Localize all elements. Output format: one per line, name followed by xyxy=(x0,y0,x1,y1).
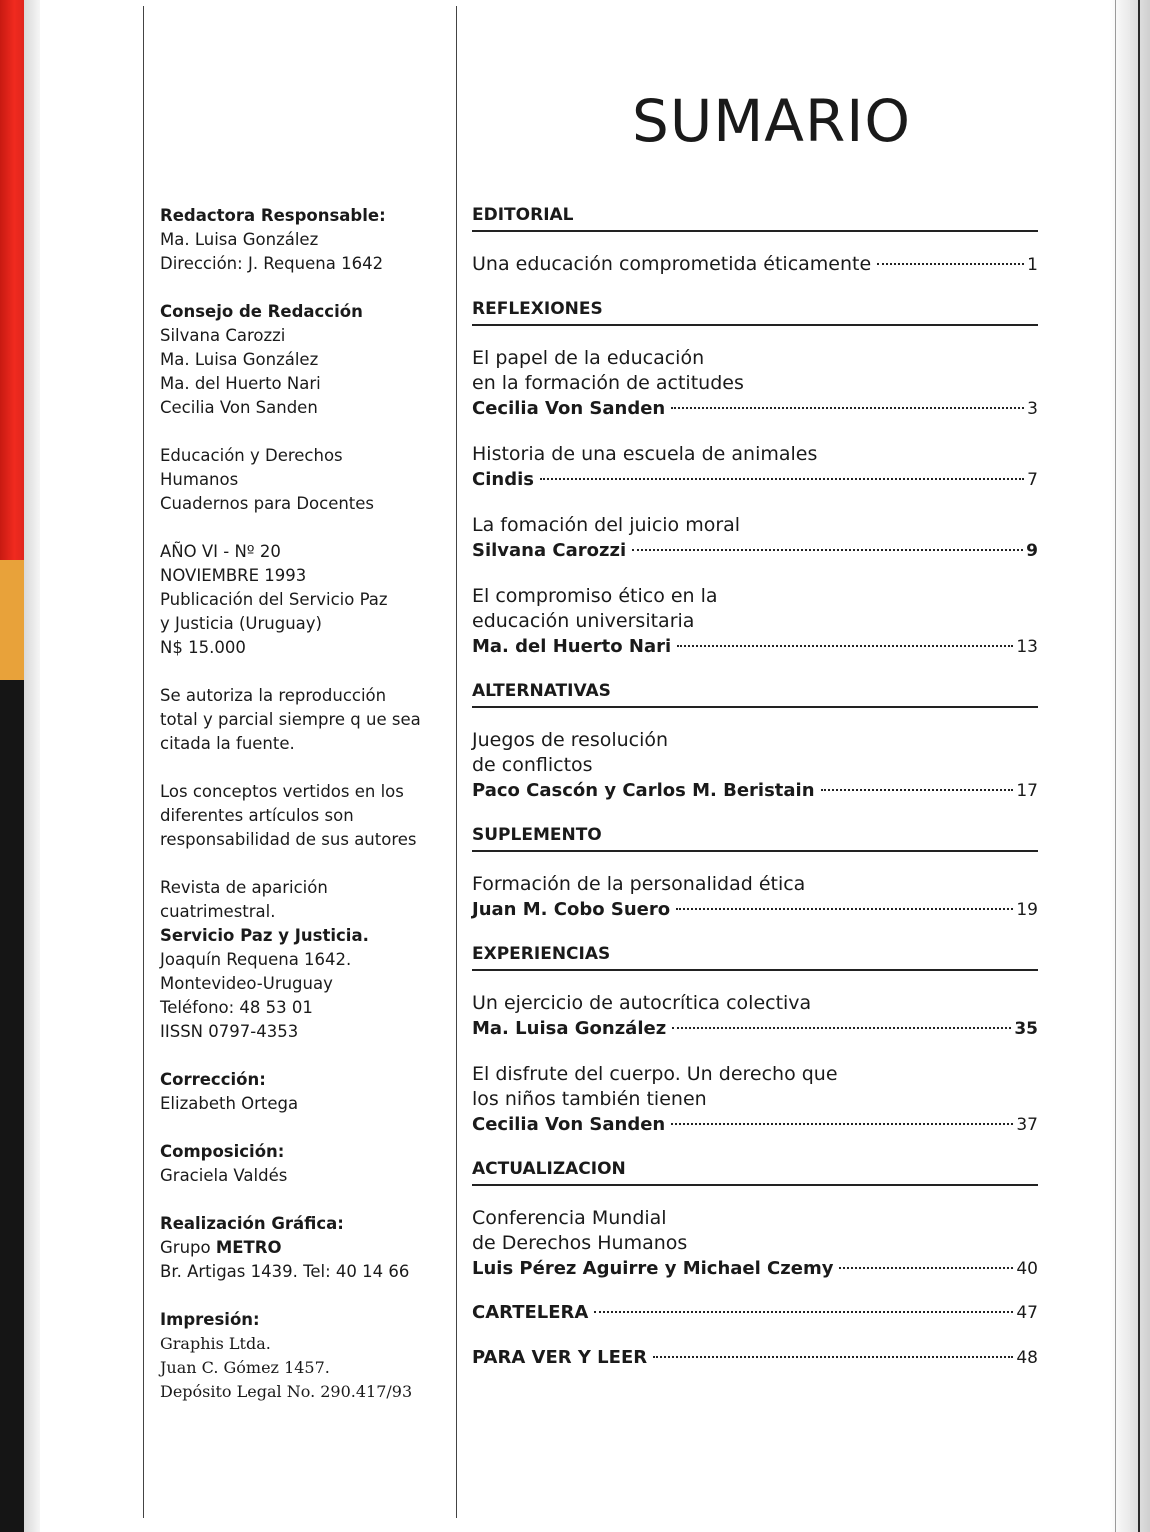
credits-block xyxy=(160,540,450,660)
page-number: 7 xyxy=(1027,470,1038,490)
toc-entry xyxy=(472,991,1038,1042)
credits-line: IISSN 0797-4353 xyxy=(160,1022,299,1041)
credits-line: y Justicia (Uruguay) xyxy=(160,614,322,633)
credits-line: AÑO VI - Nº 20 xyxy=(160,542,281,561)
credits-column xyxy=(160,204,450,1428)
dot-leader xyxy=(671,1123,1013,1125)
section-heading: EDITORIAL xyxy=(472,204,1038,232)
toc-entry-title: Conferencia Mundial xyxy=(472,1207,667,1229)
dot-leader xyxy=(653,1356,1013,1358)
toc-row xyxy=(472,778,1038,804)
page-edge-line xyxy=(1138,0,1140,1532)
page-number: 19 xyxy=(1016,900,1038,920)
credits-block xyxy=(160,1068,450,1116)
page-number: 35 xyxy=(1014,1019,1038,1039)
credits-line: Se autoriza la reproducción xyxy=(160,686,387,705)
toc-entry-title: Formación de la personalidad ética xyxy=(472,873,806,895)
section-rule xyxy=(472,706,1038,708)
credits-line: Graphis Ltda. xyxy=(160,1334,271,1353)
page-number: 48 xyxy=(1016,1348,1038,1368)
toc-entry-title: Juegos de resolución xyxy=(472,729,669,751)
toc-entry xyxy=(472,872,1038,923)
section-heading: PARA VER Y LEER xyxy=(472,1347,648,1368)
section-heading: ACTUALIZACION xyxy=(472,1158,1038,1186)
toc-author: Juan M. Cobo Suero xyxy=(472,899,671,920)
toc-entry-title: El compromiso ético en la xyxy=(472,585,718,607)
toc-row xyxy=(472,538,1038,564)
credits-line: Grupo METRO xyxy=(160,1238,282,1257)
credits-line: N$ 15.000 xyxy=(160,638,246,657)
toc-row xyxy=(472,634,1038,660)
credits-block xyxy=(160,780,450,852)
page-number: 3 xyxy=(1027,399,1038,419)
credits-heading: Corrección: xyxy=(160,1070,266,1089)
dot-leader xyxy=(672,1027,1011,1029)
toc-entry-title: de Derechos Humanos xyxy=(472,1232,688,1254)
toc-row xyxy=(472,1016,1038,1042)
credits-heading: Consejo de Redacción xyxy=(160,302,363,321)
dot-leader xyxy=(594,1311,1013,1313)
credits-line: Cecilia Von Sanden xyxy=(160,398,318,417)
toc-entry-title: El papel de la educación xyxy=(472,347,705,369)
credits-line: Revista de aparición xyxy=(160,878,328,897)
credits-block xyxy=(160,684,450,756)
section-rule xyxy=(472,324,1038,326)
credits-heading: Impresión: xyxy=(160,1310,260,1329)
section-rule xyxy=(472,850,1038,852)
credits-bold-suffix: METRO xyxy=(215,1238,282,1257)
credits-line: Montevideo-Uruguay xyxy=(160,974,333,993)
page-number: 13 xyxy=(1016,637,1038,657)
page-number: 1 xyxy=(1027,255,1038,275)
toc-entry xyxy=(472,1206,1038,1282)
binding-strip-red xyxy=(0,0,24,560)
credits-block xyxy=(160,300,450,420)
toc-author: Luis Pérez Aguirre y Michael Czemy xyxy=(472,1258,834,1279)
credits-line: Juan C. Gómez 1457. xyxy=(160,1358,330,1377)
credits-block xyxy=(160,1212,450,1284)
dot-leader xyxy=(677,645,1013,647)
toc-row xyxy=(472,897,1038,923)
toc-entry-title: los niños también tienen xyxy=(472,1088,707,1110)
toc-row xyxy=(472,252,1038,278)
credits-block xyxy=(160,204,450,276)
credits-block xyxy=(160,444,450,516)
credits-line: cuatrimestral. xyxy=(160,902,276,921)
credits-line: Cuadernos para Docentes xyxy=(160,494,375,513)
credits-heading: Composición: xyxy=(160,1142,285,1161)
section-heading: ALTERNATIVAS xyxy=(472,680,1038,708)
dot-leader xyxy=(632,549,1023,551)
credits-line: Publicación del Servicio Paz xyxy=(160,590,388,609)
toc-author: Paco Cascón y Carlos M. Beristain xyxy=(472,780,815,801)
toc-entry xyxy=(472,346,1038,422)
toc-author: Ma. del Huerto Nari xyxy=(472,636,672,657)
toc-row xyxy=(472,396,1038,422)
section-heading: SUPLEMENTO xyxy=(472,824,1038,852)
credits-line: Humanos xyxy=(160,470,239,489)
toc-entry-title: en la formación de actitudes xyxy=(472,372,744,394)
credits-line: Graciela Valdés xyxy=(160,1166,288,1185)
page-number: 37 xyxy=(1016,1115,1038,1135)
credits-line: Educación y Derechos xyxy=(160,446,343,465)
binding-strip-black xyxy=(0,680,24,1532)
toc-entry-title: La fomación del juicio moral xyxy=(472,514,741,536)
credits-line: Ma. del Huerto Nari xyxy=(160,374,321,393)
dot-leader xyxy=(676,908,1013,910)
credits-line: Joaquín Requena 1642. xyxy=(160,950,352,969)
page-title: SUMARIO xyxy=(632,87,912,155)
credits-block xyxy=(160,876,450,1044)
binding-strip-orange xyxy=(0,560,24,680)
standalone-entry xyxy=(472,1347,1038,1368)
credits-line: Br. Artigas 1439. Tel: 40 14 66 xyxy=(160,1262,410,1281)
credits-line: Los conceptos vertidos en los xyxy=(160,782,404,801)
credits-line: NOVIEMBRE 1993 xyxy=(160,566,307,585)
toc-row xyxy=(472,1347,1038,1368)
section-rule xyxy=(472,969,1038,971)
toc-entry xyxy=(472,442,1038,493)
credits-line: citada la fuente. xyxy=(160,734,295,753)
credits-line: responsabilidad de sus autores xyxy=(160,830,417,849)
toc-entry-title: Un ejercicio de autocrítica colectiva xyxy=(472,992,812,1014)
dot-leader xyxy=(877,263,1024,265)
credits-block xyxy=(160,1140,450,1188)
credits-heading: Servicio Paz y Justicia. xyxy=(160,926,369,945)
toc-entry-title: educación universitaria xyxy=(472,610,695,632)
credits-line: Dirección: J. Requena 1642 xyxy=(160,254,384,273)
toc-entry-title: El disfrute del cuerpo. Un derecho que xyxy=(472,1063,838,1085)
toc-row xyxy=(472,1256,1038,1282)
page-edge-line-inner xyxy=(1115,0,1116,1532)
toc-row xyxy=(472,1112,1038,1138)
toc-entry-title: Una educación comprometida éticamente xyxy=(472,253,872,275)
credits-line: Depósito Legal No. 290.417/93 xyxy=(160,1382,413,1401)
section-rule xyxy=(472,1184,1038,1186)
standalone-entry xyxy=(472,1302,1038,1323)
dot-leader xyxy=(839,1267,1013,1269)
toc-author: Cecilia Von Sanden xyxy=(472,398,666,419)
left-column-rule xyxy=(143,6,144,1518)
page-number: 17 xyxy=(1016,781,1038,801)
page-edge-shadow xyxy=(1110,0,1150,1532)
credits-line: total y parcial siempre q ue sea xyxy=(160,710,421,729)
page-gutter xyxy=(24,0,40,1532)
column-divider-rule xyxy=(456,6,457,1518)
dot-leader xyxy=(540,478,1024,480)
toc-row xyxy=(472,467,1038,493)
toc-entry-title: de conflictos xyxy=(472,754,593,776)
toc-entry xyxy=(472,584,1038,660)
toc-entry-title: Historia de una escuela de animales xyxy=(472,443,818,465)
page-number: 47 xyxy=(1016,1303,1038,1323)
credits-line: Elizabeth Ortega xyxy=(160,1094,299,1113)
toc-row xyxy=(472,1302,1038,1323)
toc-author: Cecilia Von Sanden xyxy=(472,1114,666,1135)
credits-heading: Realización Gráfica: xyxy=(160,1214,344,1233)
credits-line: Teléfono: 48 53 01 xyxy=(160,998,313,1017)
credits-block xyxy=(160,1308,450,1404)
toc-entry xyxy=(472,1062,1038,1138)
credits-line: Ma. Luisa González xyxy=(160,230,319,249)
toc-entry xyxy=(472,513,1038,564)
toc-entry xyxy=(472,728,1038,804)
dot-leader xyxy=(671,407,1024,409)
credits-line: diferentes artículos son xyxy=(160,806,354,825)
section-rule xyxy=(472,230,1038,232)
page-number: 40 xyxy=(1016,1259,1038,1279)
section-heading: CARTELERA xyxy=(472,1302,589,1323)
table-of-contents xyxy=(472,204,1038,1368)
dot-leader xyxy=(821,789,1014,791)
credits-heading: Redactora Responsable: xyxy=(160,206,386,225)
toc-author: Ma. Luisa González xyxy=(472,1018,667,1039)
page-number: 9 xyxy=(1026,541,1038,561)
credits-line: Silvana Carozzi xyxy=(160,326,286,345)
toc-author: Cindis xyxy=(472,469,534,490)
toc-entry xyxy=(472,252,1038,278)
section-heading: REFLEXIONES xyxy=(472,298,1038,326)
section-heading: EXPERIENCIAS xyxy=(472,943,1038,971)
toc-author: Silvana Carozzi xyxy=(472,540,627,561)
credits-line: Ma. Luisa González xyxy=(160,350,319,369)
